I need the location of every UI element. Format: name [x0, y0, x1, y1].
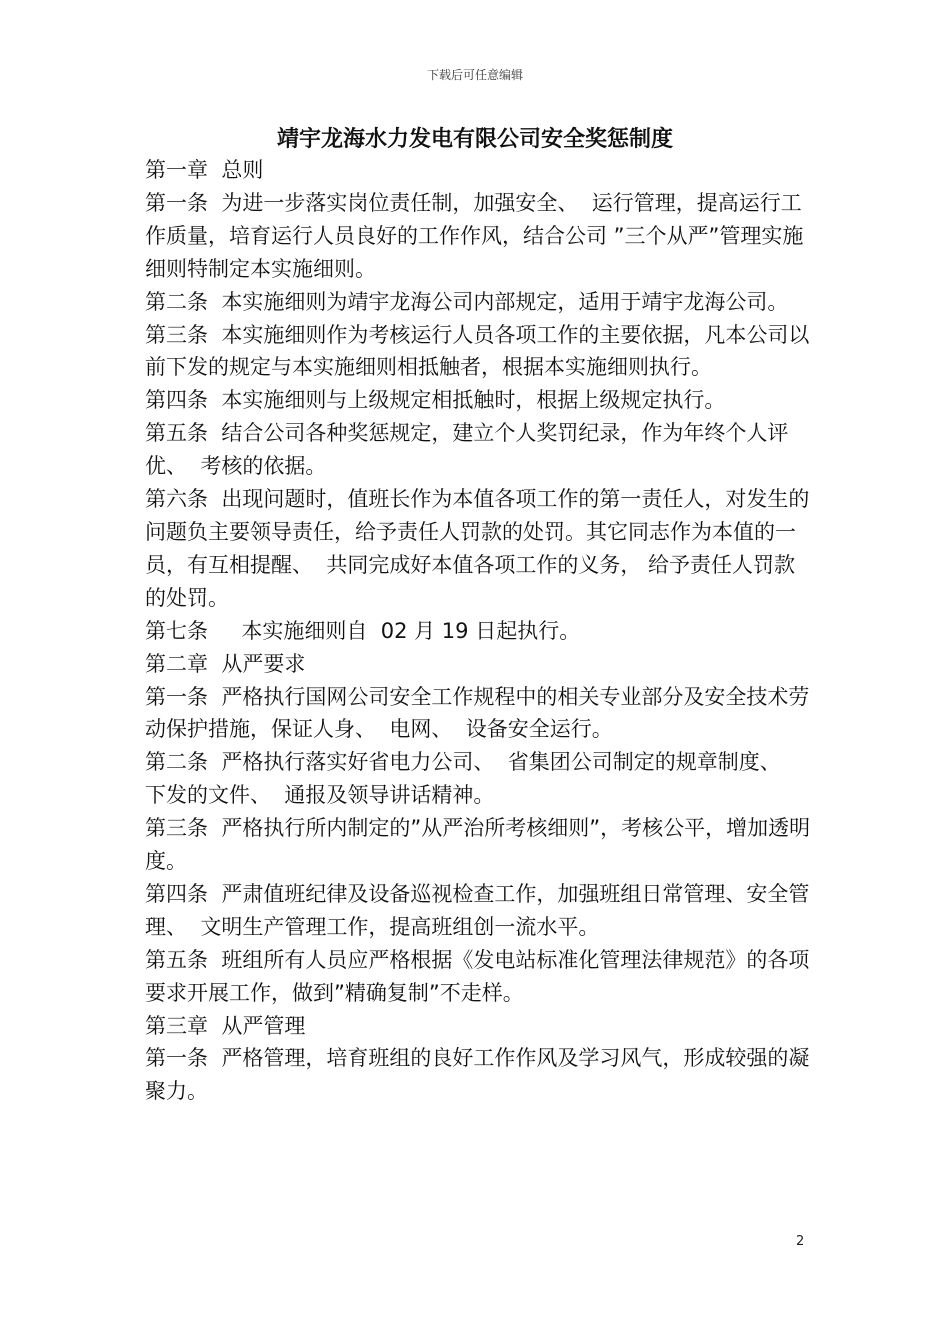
header-note: 下载后可任意编辑 [426, 68, 523, 82]
article-paragraph: 第一条 为进一步落实岗位责任制，加强安全、 运行管理，提高运行工作质量，培育运行人员良好的工作作风，结合公司 ”三个从严”管理实施细则特制定本实施细则。 [145, 190, 804, 281]
article-paragraph: 第二条 本实施细则为靖宇龙海公司内部规定，适用于靖宇龙海公司。 [145, 289, 789, 314]
article-paragraph: 第三条 本实施细则作为考核运行人员各项工作的主要依据，凡本公司以前下发的规定与本实施细则相抵触者，根据本实施细则执行。 [145, 322, 810, 380]
article-paragraph: 第一条 严格管理，培育班组的良好工作作风及学习风气，形成较强的凝聚力。 [145, 1046, 810, 1104]
document-title: 靖宇龙海水力发电有限公司安全奖惩制度 [276, 127, 673, 152]
document-body [145, 154, 815, 1108]
article-paragraph: 第五条 结合公司各种奖惩规定，建立个人奖罚纪录，作为年终个人评优、 考核的依据。 [145, 421, 789, 479]
chapter-heading: 第二章 从严要求 [145, 651, 306, 676]
article-paragraph: 第一条 严格执行国网公司安全工作规程中的相关专业部分及安全技术劳动保护措施，保证人身、 电网、 设备安全运行。 [145, 684, 810, 742]
chapter-heading: 第一章 总则 [145, 158, 264, 182]
article-paragraph: 第六条 出现问题时，值班长作为本值各项工作的第一责任人，对发生的问题负主要领导责任，给予责任人罚款的处罚。其它同志作为本值的一员，有互相提醒、 共同完成好本值各项工作的义务， 给予责任人罚款的处罚。 [145, 487, 810, 610]
article-paragraph: 第三条 严格执行所内制定的”从严治所考核细则”，考核公平，增加透明度。 [145, 816, 811, 874]
chapter-heading: 第三章 从严管理 [145, 1013, 306, 1038]
page-number: 2 [796, 1234, 805, 1249]
article-paragraph: 第四条 严肃值班纪律及设备巡视检查工作，加强班组日常管理、安全管理、 文明生产管理工作，提高班组创一流水平。 [145, 881, 810, 939]
article-paragraph: 第二条 严格执行落实好省电力公司、 省集团公司制定的规章制度、 下发的文件、 通报及领导讲话精神。 [145, 750, 795, 808]
article-paragraph: 第七条 本实施细则自 02 月 19 日起执行。 [145, 618, 581, 643]
article-paragraph: 第五条 班组所有人员应严格根据《发电站标准化管理法律规范》的各项要求开展工作，做到”精确复制”不走样。 [145, 947, 810, 1005]
article-paragraph: 第四条 本实施细则与上级规定相抵触时，根据上级规定执行。 [145, 388, 726, 413]
